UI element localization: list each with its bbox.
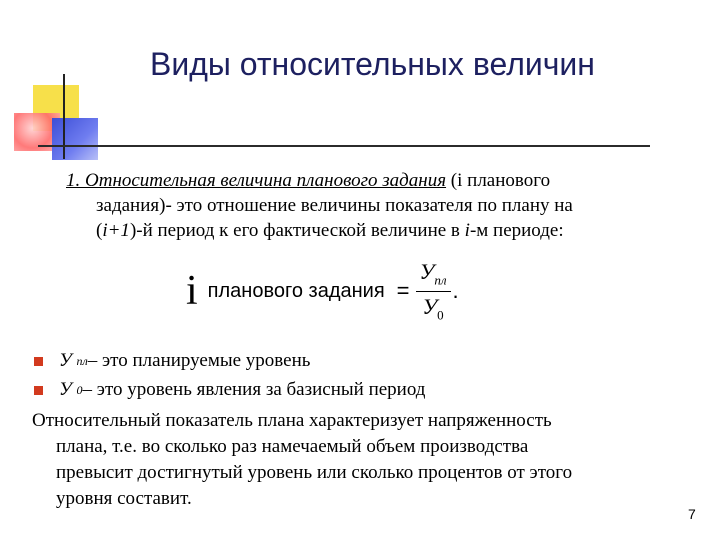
numerator-var: У: [419, 259, 435, 285]
formula-label: планового задания: [207, 279, 385, 302]
definition-line-1: [66, 168, 666, 193]
conclusion-paragraph: [32, 408, 672, 512]
definition-line-3: [66, 218, 666, 243]
formula-equals: =: [396, 278, 410, 303]
definition-line3-i: i: [464, 220, 470, 241]
logo-blue-square: [52, 118, 98, 160]
conclusion-line-1: Относительный показатель плана характеризует напряженность: [32, 410, 552, 431]
bullet-square-icon: [34, 386, 43, 395]
conclusion-line-2: плана, т.е. во сколько раз намечаемый объем производства: [56, 436, 529, 457]
definition-line3-b: )-й период к его фактической величине в: [129, 220, 465, 241]
definition-line3-var: i+1: [102, 220, 130, 241]
formula-numerator: [416, 259, 451, 291]
definition-lead: 1. Относительная величина планового задания: [66, 170, 447, 191]
formula-symbol: i: [186, 268, 198, 314]
formula-end: .: [452, 278, 459, 303]
bullet-text: – это уровень явления за базисный период: [82, 379, 426, 400]
definition-line-2: задания)- это отношение величины показателя по плану на: [96, 195, 573, 216]
bullet-text: – это планируемые уровень: [87, 350, 311, 371]
slide-title: Виды относительных величин: [150, 46, 595, 82]
denominator-sub: 0: [437, 306, 444, 322]
formula-fraction: [416, 259, 451, 323]
bullet-item: [32, 378, 425, 402]
definition-paragraph: [66, 168, 666, 243]
bullet-sub: пл: [76, 354, 88, 368]
bullet-square-icon: [34, 357, 43, 366]
conclusion-line-3: превысит достигнутый уровень или сколько процентов от этого: [56, 462, 573, 483]
numerator-sub: пл: [434, 272, 447, 288]
denominator-var: У: [422, 293, 438, 319]
bullet-var: У: [59, 379, 72, 400]
bullet-var: У: [59, 350, 72, 371]
title-underline-divider: [38, 145, 650, 147]
formula-denominator: [422, 292, 443, 323]
bullet-sub: 0: [76, 383, 83, 397]
page-number: 7: [688, 506, 696, 522]
definition-line3-a: (: [96, 220, 103, 241]
bullet-item: [32, 349, 310, 373]
definition-line3-c: -м периоде:: [469, 220, 564, 241]
plan-task-formula: [186, 256, 459, 326]
definition-line1-rest: (i планового: [446, 170, 551, 191]
conclusion-line-4: уровня составит.: [56, 488, 192, 509]
